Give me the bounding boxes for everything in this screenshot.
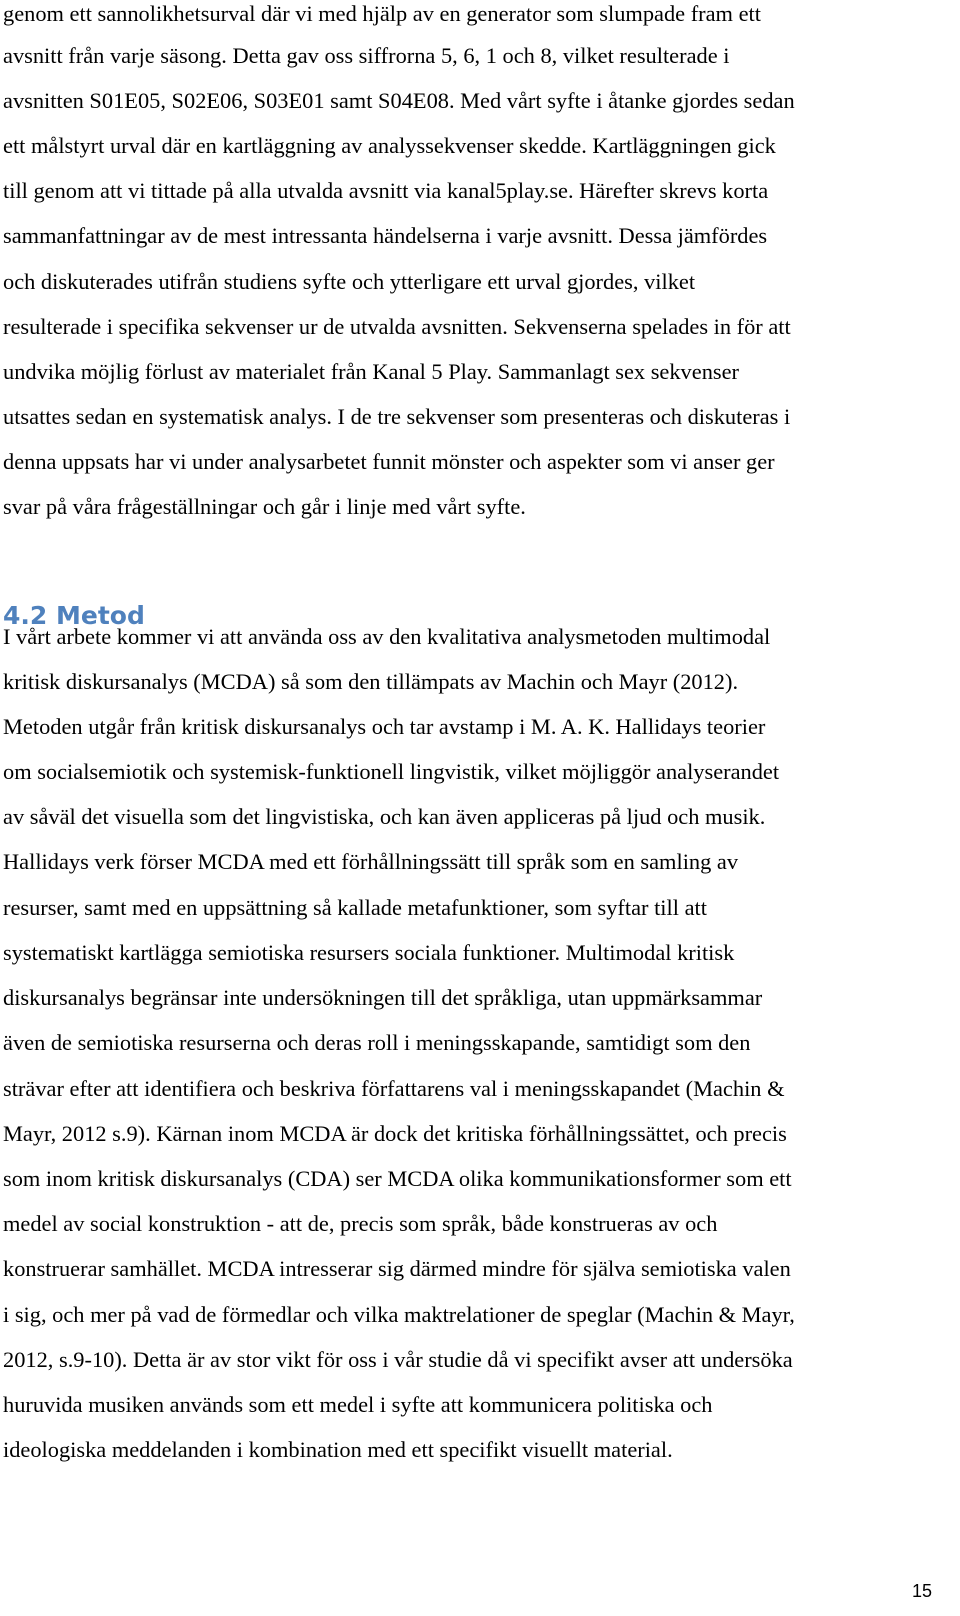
text-line: undvika möjlig förlust av materialet från Kanal 5 Play. Sammanlagt sex sekvenser <box>3 359 739 384</box>
text-line: I vårt arbete kommer vi att använda oss av den kvalitativa analysmetoden multimodal <box>3 624 771 649</box>
text-line: svar på våra frågeställningar och går i linje med vårt syfte. <box>3 494 526 519</box>
text-line: om socialsemiotik och systemisk-funktionell lingvistik, vilket möjliggör analyserandet <box>3 759 780 784</box>
text-line: strävar efter att identifiera och beskriva författarens val i meningsskapandet (Machin & <box>3 1076 785 1101</box>
text-line: systematiskt kartlägga semiotiska resursers sociala funktioner. Multimodal kritisk <box>3 940 735 965</box>
text-line: Mayr, 2012 s.9). Kärnan inom MCDA är dock det kritiska förhållningssättet, och precis <box>3 1121 787 1146</box>
page-number: 15 <box>911 1581 932 1601</box>
text-line: och diskuterades utifrån studiens syfte och ytterligare ett urval gjordes, vilket <box>3 269 696 294</box>
text-line: 2012, s.9-10). Detta är av stor vikt för oss i vår studie då vi specifikt avser att undersöka <box>3 1347 793 1372</box>
text-line: utsattes sedan en systematisk analys. I de tre sekvenser som presenteras och diskuteras i <box>3 404 791 429</box>
text-line: även de semiotiska resurserna och deras roll i meningsskapande, samtidigt som den <box>3 1030 751 1055</box>
text-line: huruvida musiken används som ett medel i syfte att kommunicera politiska och <box>3 1392 713 1417</box>
text-line: sammanfattningar av de mest intressanta händelserna i varje avsnitt. Dessa jämfördes <box>3 223 768 248</box>
section-heading: 4.2 Metod <box>3 601 145 630</box>
text-line: avsnitt från varje säsong. Detta gav oss siffrorna 5, 6, 1 och 8, vilket resulterade i <box>3 43 730 68</box>
text-line: konstruerar samhället. MCDA intresserar sig därmed mindre för själva semiotiska valen <box>3 1256 791 1281</box>
text-line: avsnitten S01E05, S02E06, S03E01 samt S04E08. Med vårt syfte i åtanke gjordes sedan <box>3 88 795 113</box>
text-line: medel av social konstruktion - att de, precis som språk, både konstrueras av och <box>3 1211 718 1236</box>
text-line: kritisk diskursanalys (MCDA) så som den tillämpats av Machin och Mayr (2012). <box>3 669 739 694</box>
text-line: diskursanalys begränsar inte undersökningen till det språkliga, utan uppmärksammar <box>3 985 763 1010</box>
text-line: ett målstyrt urval där en kartläggning av analyssekvenser skedde. Kartläggningen gick <box>3 133 776 158</box>
text-line: till genom att vi tittade på alla utvalda avsnitt via kanal5play.se. Härefter skrevs korta <box>3 178 769 203</box>
text-line: resurser, samt med en uppsättning så kallade metafunktioner, som syftar till att <box>3 895 707 920</box>
text-line: av såväl det visuella som det lingvistiska, och kan även appliceras på ljud och musik. <box>3 804 766 829</box>
text-line: Metoden utgår från kritisk diskursanalys och tar avstamp i M. A. K. Hallidays teorier <box>3 714 766 739</box>
text-line: i sig, och mer på vad de förmedlar och vilka maktrelationer de speglar (Machin & Mayr, <box>3 1302 795 1327</box>
text-line: genom ett sannolikhetsurval där vi med hjälp av en generator som slumpade fram ett <box>3 1 761 26</box>
text-line: resulterade i specifika sekvenser ur de utvalda avsnitten. Sekvenserna spelades in för att <box>3 314 791 339</box>
text-line: Hallidays verk förser MCDA med ett förhållningssätt till språk som en samling av <box>3 849 739 874</box>
text-line: som inom kritisk diskursanalys (CDA) ser MCDA olika kommunikationsformer som ett <box>3 1166 792 1191</box>
text-line: ideologiska meddelanden i kombination med ett specifikt visuellt material. <box>3 1437 673 1462</box>
text-line: denna uppsats har vi under analysarbetet funnit mönster och aspekter som vi anser ger <box>3 449 775 474</box>
